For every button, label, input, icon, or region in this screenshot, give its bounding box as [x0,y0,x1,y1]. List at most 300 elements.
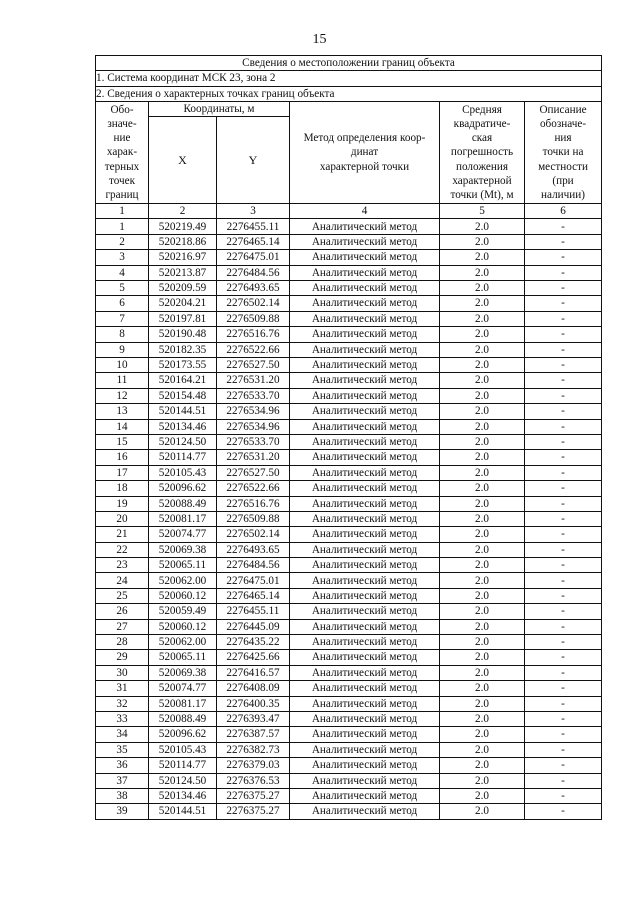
description: - [525,527,602,542]
mean-error: 2.0 [440,465,525,480]
coord-x: 520154.48 [149,388,217,403]
coord-x: 520065.11 [149,650,217,665]
point-number: 24 [96,573,149,588]
coord-x: 520173.55 [149,358,217,373]
description: - [525,758,602,773]
coord-x: 520144.51 [149,404,217,419]
header-line: границ [105,189,139,202]
table-title: Сведения о местоположении границ объекта [96,56,602,71]
description: - [525,711,602,726]
table-row [96,727,602,742]
method: Аналитический метод [290,511,440,526]
method: Аналитический метод [290,342,440,357]
coord-y: 2276475.01 [217,250,290,265]
table-row [96,404,602,419]
point-number: 6 [96,296,149,311]
coord-x: 520059.49 [149,604,217,619]
coord-y: 2276502.14 [217,296,290,311]
table-row [96,773,602,788]
coord-x: 520096.62 [149,481,217,496]
header-line: положения [456,160,508,173]
mean-error: 2.0 [440,758,525,773]
mean-error: 2.0 [440,404,525,419]
mean-error: 2.0 [440,265,525,280]
method: Аналитический метод [290,404,440,419]
table-row [96,434,602,449]
method: Аналитический метод [290,742,440,757]
header-x: X [149,117,217,204]
coord-y: 2276509.88 [217,311,290,326]
method: Аналитический метод [290,388,440,403]
table-row [96,527,602,542]
mean-error: 2.0 [440,511,525,526]
header-line: Обо- [110,103,134,116]
header-line: ние [113,132,131,145]
description: - [525,373,602,388]
coord-x: 520062.00 [149,573,217,588]
header-line: ская [471,132,493,145]
coord-x: 520088.49 [149,496,217,511]
header-line: значе- [107,117,137,130]
description: - [525,542,602,557]
header-line: местности [538,160,588,173]
mean-error: 2.0 [440,234,525,249]
column-number: 5 [440,204,525,219]
table-row [96,681,602,696]
method: Аналитический метод [290,234,440,249]
table-row [96,281,602,296]
coord-x: 520060.12 [149,619,217,634]
method: Аналитический метод [290,727,440,742]
description: - [525,281,602,296]
method: Аналитический метод [290,573,440,588]
coord-y: 2276493.65 [217,542,290,557]
point-number: 30 [96,665,149,680]
header-line: наличии) [541,189,585,202]
method: Аналитический метод [290,665,440,680]
mean-error: 2.0 [440,665,525,680]
mean-error: 2.0 [440,727,525,742]
table-row [96,542,602,557]
coord-y: 2276379.03 [217,758,290,773]
point-number: 39 [96,804,149,819]
point-number: 14 [96,419,149,434]
header-line: Средняя [462,103,502,116]
table-row [96,373,602,388]
table-row [96,450,602,465]
table-row [96,588,602,603]
table-row [96,219,602,234]
mean-error: 2.0 [440,281,525,296]
table-row [96,788,602,803]
method: Аналитический метод [290,558,440,573]
point-number: 2 [96,234,149,249]
description: - [525,511,602,526]
description: - [525,327,602,342]
table-row [96,711,602,726]
coord-x: 520069.38 [149,665,217,680]
point-number: 11 [96,373,149,388]
header-y: Y [217,117,290,204]
coord-y: 2276393.47 [217,711,290,726]
table-row [96,650,602,665]
header-line: точки (Mt), м [450,189,514,202]
description: - [525,696,602,711]
description: - [525,788,602,803]
column-numbers-row [96,204,602,219]
mean-error: 2.0 [440,773,525,788]
header-line: характерной [452,174,512,187]
method: Аналитический метод [290,373,440,388]
point-number: 28 [96,635,149,650]
header-line: харак- [106,146,138,159]
coord-y: 2276382.73 [217,742,290,757]
table-row [96,327,602,342]
header-line: точек [108,174,136,187]
coord-y: 2276425.66 [217,650,290,665]
coord-x: 520134.46 [149,419,217,434]
coord-y: 2276527.50 [217,465,290,480]
coord-x: 520088.49 [149,711,217,726]
coord-y: 2276531.20 [217,373,290,388]
description: - [525,358,602,373]
point-number: 27 [96,619,149,634]
header-line: квадратиче- [453,117,511,130]
point-number: 25 [96,588,149,603]
coord-x: 520105.43 [149,465,217,480]
coord-y: 2276509.88 [217,511,290,526]
mean-error: 2.0 [440,650,525,665]
header-coordinates: Координаты, м [149,101,290,116]
coord-x: 520144.51 [149,804,217,819]
coord-y: 2276516.76 [217,496,290,511]
coord-y: 2276527.50 [217,358,290,373]
coord-y: 2276493.65 [217,281,290,296]
coord-y: 2276522.66 [217,481,290,496]
mean-error: 2.0 [440,373,525,388]
description: - [525,804,602,819]
coord-y: 2276531.20 [217,450,290,465]
coord-x: 520216.97 [149,250,217,265]
coord-x: 520060.12 [149,588,217,603]
point-number: 10 [96,358,149,373]
point-number: 1 [96,219,149,234]
column-number: 1 [96,204,149,219]
table-row [96,311,602,326]
point-number: 21 [96,527,149,542]
mean-error: 2.0 [440,527,525,542]
header-line: погрешность [450,146,514,159]
coord-y: 2276484.56 [217,265,290,280]
coord-y: 2276376.53 [217,773,290,788]
description: - [525,296,602,311]
point-number: 16 [96,450,149,465]
point-number: 37 [96,773,149,788]
description: - [525,650,602,665]
mean-error: 2.0 [440,250,525,265]
description: - [525,265,602,280]
point-number: 22 [96,542,149,557]
coord-x: 520213.87 [149,265,217,280]
description: - [525,573,602,588]
description: - [525,465,602,480]
point-number: 33 [96,711,149,726]
table-row [96,558,602,573]
mean-error: 2.0 [440,419,525,434]
coord-y: 2276455.11 [217,219,290,234]
coord-y: 2276484.56 [217,558,290,573]
point-number: 32 [96,696,149,711]
coord-y: 2276455.11 [217,604,290,619]
header-description [525,101,602,203]
description: - [525,388,602,403]
coord-x: 520219.49 [149,219,217,234]
point-number: 19 [96,496,149,511]
method: Аналитический метод [290,296,440,311]
mean-error: 2.0 [440,573,525,588]
coord-x: 520164.21 [149,373,217,388]
point-number: 26 [96,604,149,619]
coord-x: 520197.81 [149,311,217,326]
method: Аналитический метод [290,250,440,265]
coord-y: 2276465.14 [217,588,290,603]
method: Аналитический метод [290,219,440,234]
description: - [525,342,602,357]
table-row [96,804,602,819]
point-number: 3 [96,250,149,265]
coord-x: 520062.00 [149,635,217,650]
description: - [525,311,602,326]
mean-error: 2.0 [440,711,525,726]
coord-x: 520124.50 [149,434,217,449]
coord-y: 2276534.96 [217,404,290,419]
point-number: 15 [96,434,149,449]
method: Аналитический метод [290,681,440,696]
coord-x: 520204.21 [149,296,217,311]
coord-y: 2276522.66 [217,342,290,357]
coord-y: 2276375.27 [217,788,290,803]
coord-x: 520105.43 [149,742,217,757]
table-row [96,234,602,249]
table-row [96,696,602,711]
method: Аналитический метод [290,419,440,434]
mean-error: 2.0 [440,219,525,234]
description: - [525,434,602,449]
description: - [525,681,602,696]
coord-x: 520209.59 [149,281,217,296]
coord-x: 520096.62 [149,727,217,742]
coord-y: 2276533.70 [217,434,290,449]
coord-x: 520114.77 [149,450,217,465]
method: Аналитический метод [290,650,440,665]
table-row [96,296,602,311]
boundary-points-table [95,55,602,820]
method: Аналитический метод [290,527,440,542]
coord-x: 520124.50 [149,773,217,788]
table-row [96,342,602,357]
coord-y: 2276375.27 [217,804,290,819]
method: Аналитический метод [290,281,440,296]
point-number: 7 [96,311,149,326]
mean-error: 2.0 [440,558,525,573]
method: Аналитический метод [290,773,440,788]
table-row [96,758,602,773]
method: Аналитический метод [290,542,440,557]
table-row [96,465,602,480]
header-line: Метод определения коор- [303,132,426,145]
method: Аналитический метод [290,265,440,280]
table-row [96,250,602,265]
coord-x: 520081.17 [149,696,217,711]
coord-x: 520134.46 [149,788,217,803]
point-number: 36 [96,758,149,773]
mean-error: 2.0 [440,342,525,357]
mean-error: 2.0 [440,542,525,557]
description: - [525,742,602,757]
coord-x: 520190.48 [149,327,217,342]
description: - [525,588,602,603]
description: - [525,619,602,634]
description: - [525,665,602,680]
coord-y: 2276533.70 [217,388,290,403]
mean-error: 2.0 [440,481,525,496]
method: Аналитический метод [290,358,440,373]
column-number: 6 [525,204,602,219]
header-line: обозначе- [539,117,587,130]
table-row [96,635,602,650]
coord-y: 2276408.09 [217,681,290,696]
column-number: 2 [149,204,217,219]
description: - [525,481,602,496]
page-number: 15 [312,32,327,47]
coord-x: 520074.77 [149,527,217,542]
method: Аналитический метод [290,465,440,480]
method: Аналитический метод [290,635,440,650]
method: Аналитический метод [290,804,440,819]
table-row [96,419,602,434]
table-row [96,604,602,619]
header-designation [96,101,149,203]
method: Аналитический метод [290,434,440,449]
mean-error: 2.0 [440,450,525,465]
header-line: динат [350,146,379,159]
coord-x: 520114.77 [149,758,217,773]
method: Аналитический метод [290,711,440,726]
point-number: 20 [96,511,149,526]
mean-error: 2.0 [440,681,525,696]
method: Аналитический метод [290,696,440,711]
header-line: ния [554,132,572,145]
description: - [525,250,602,265]
header-line: Описание [539,103,587,116]
mean-error: 2.0 [440,388,525,403]
column-number: 3 [217,204,290,219]
coord-x: 520074.77 [149,681,217,696]
description: - [525,635,602,650]
method: Аналитический метод [290,604,440,619]
coord-x: 520081.17 [149,511,217,526]
coord-y: 2276445.09 [217,619,290,634]
description: - [525,558,602,573]
table-row [96,665,602,680]
method: Аналитический метод [290,327,440,342]
header-line: (при [552,174,574,187]
header-line: характерной точки [319,160,410,173]
table-row [96,481,602,496]
method: Аналитический метод [290,619,440,634]
method: Аналитический метод [290,450,440,465]
description: - [525,604,602,619]
description: - [525,496,602,511]
table-row [96,388,602,403]
point-number: 18 [96,481,149,496]
mean-error: 2.0 [440,635,525,650]
coord-y: 2276387.57 [217,727,290,742]
point-number: 29 [96,650,149,665]
point-number: 12 [96,388,149,403]
coord-y: 2276534.96 [217,419,290,434]
coord-y: 2276516.76 [217,327,290,342]
mean-error: 2.0 [440,434,525,449]
coord-x: 520065.11 [149,558,217,573]
point-number: 4 [96,265,149,280]
description: - [525,727,602,742]
point-number: 5 [96,281,149,296]
description: - [525,419,602,434]
table-row [96,619,602,634]
header-method [290,101,440,203]
method: Аналитический метод [290,481,440,496]
description: - [525,234,602,249]
point-number: 13 [96,404,149,419]
header-line: точки на [542,146,584,159]
coord-y: 2276435.22 [217,635,290,650]
coordinate-system: 1. Система координат МСК 23, зона 2 [96,71,602,86]
description: - [525,219,602,234]
column-number: 4 [290,204,440,219]
point-number: 34 [96,727,149,742]
table-row [96,742,602,757]
method: Аналитический метод [290,758,440,773]
points-section-title: 2. Сведения о характерных точках границ объекта [96,86,602,101]
point-number: 17 [96,465,149,480]
header-line: терных [104,160,140,173]
mean-error: 2.0 [440,358,525,373]
table-row [96,358,602,373]
mean-error: 2.0 [440,696,525,711]
point-number: 38 [96,788,149,803]
point-number: 31 [96,681,149,696]
point-number: 35 [96,742,149,757]
coord-x: 520069.38 [149,542,217,557]
point-number: 8 [96,327,149,342]
table-row [96,265,602,280]
table-row [96,496,602,511]
method: Аналитический метод [290,311,440,326]
coord-y: 2276502.14 [217,527,290,542]
coord-y: 2276475.01 [217,573,290,588]
mean-error: 2.0 [440,496,525,511]
coord-y: 2276400.35 [217,696,290,711]
header-error [440,101,525,203]
description: - [525,450,602,465]
mean-error: 2.0 [440,327,525,342]
method: Аналитический метод [290,788,440,803]
mean-error: 2.0 [440,311,525,326]
coord-y: 2276465.14 [217,234,290,249]
table-row [96,573,602,588]
method: Аналитический метод [290,588,440,603]
